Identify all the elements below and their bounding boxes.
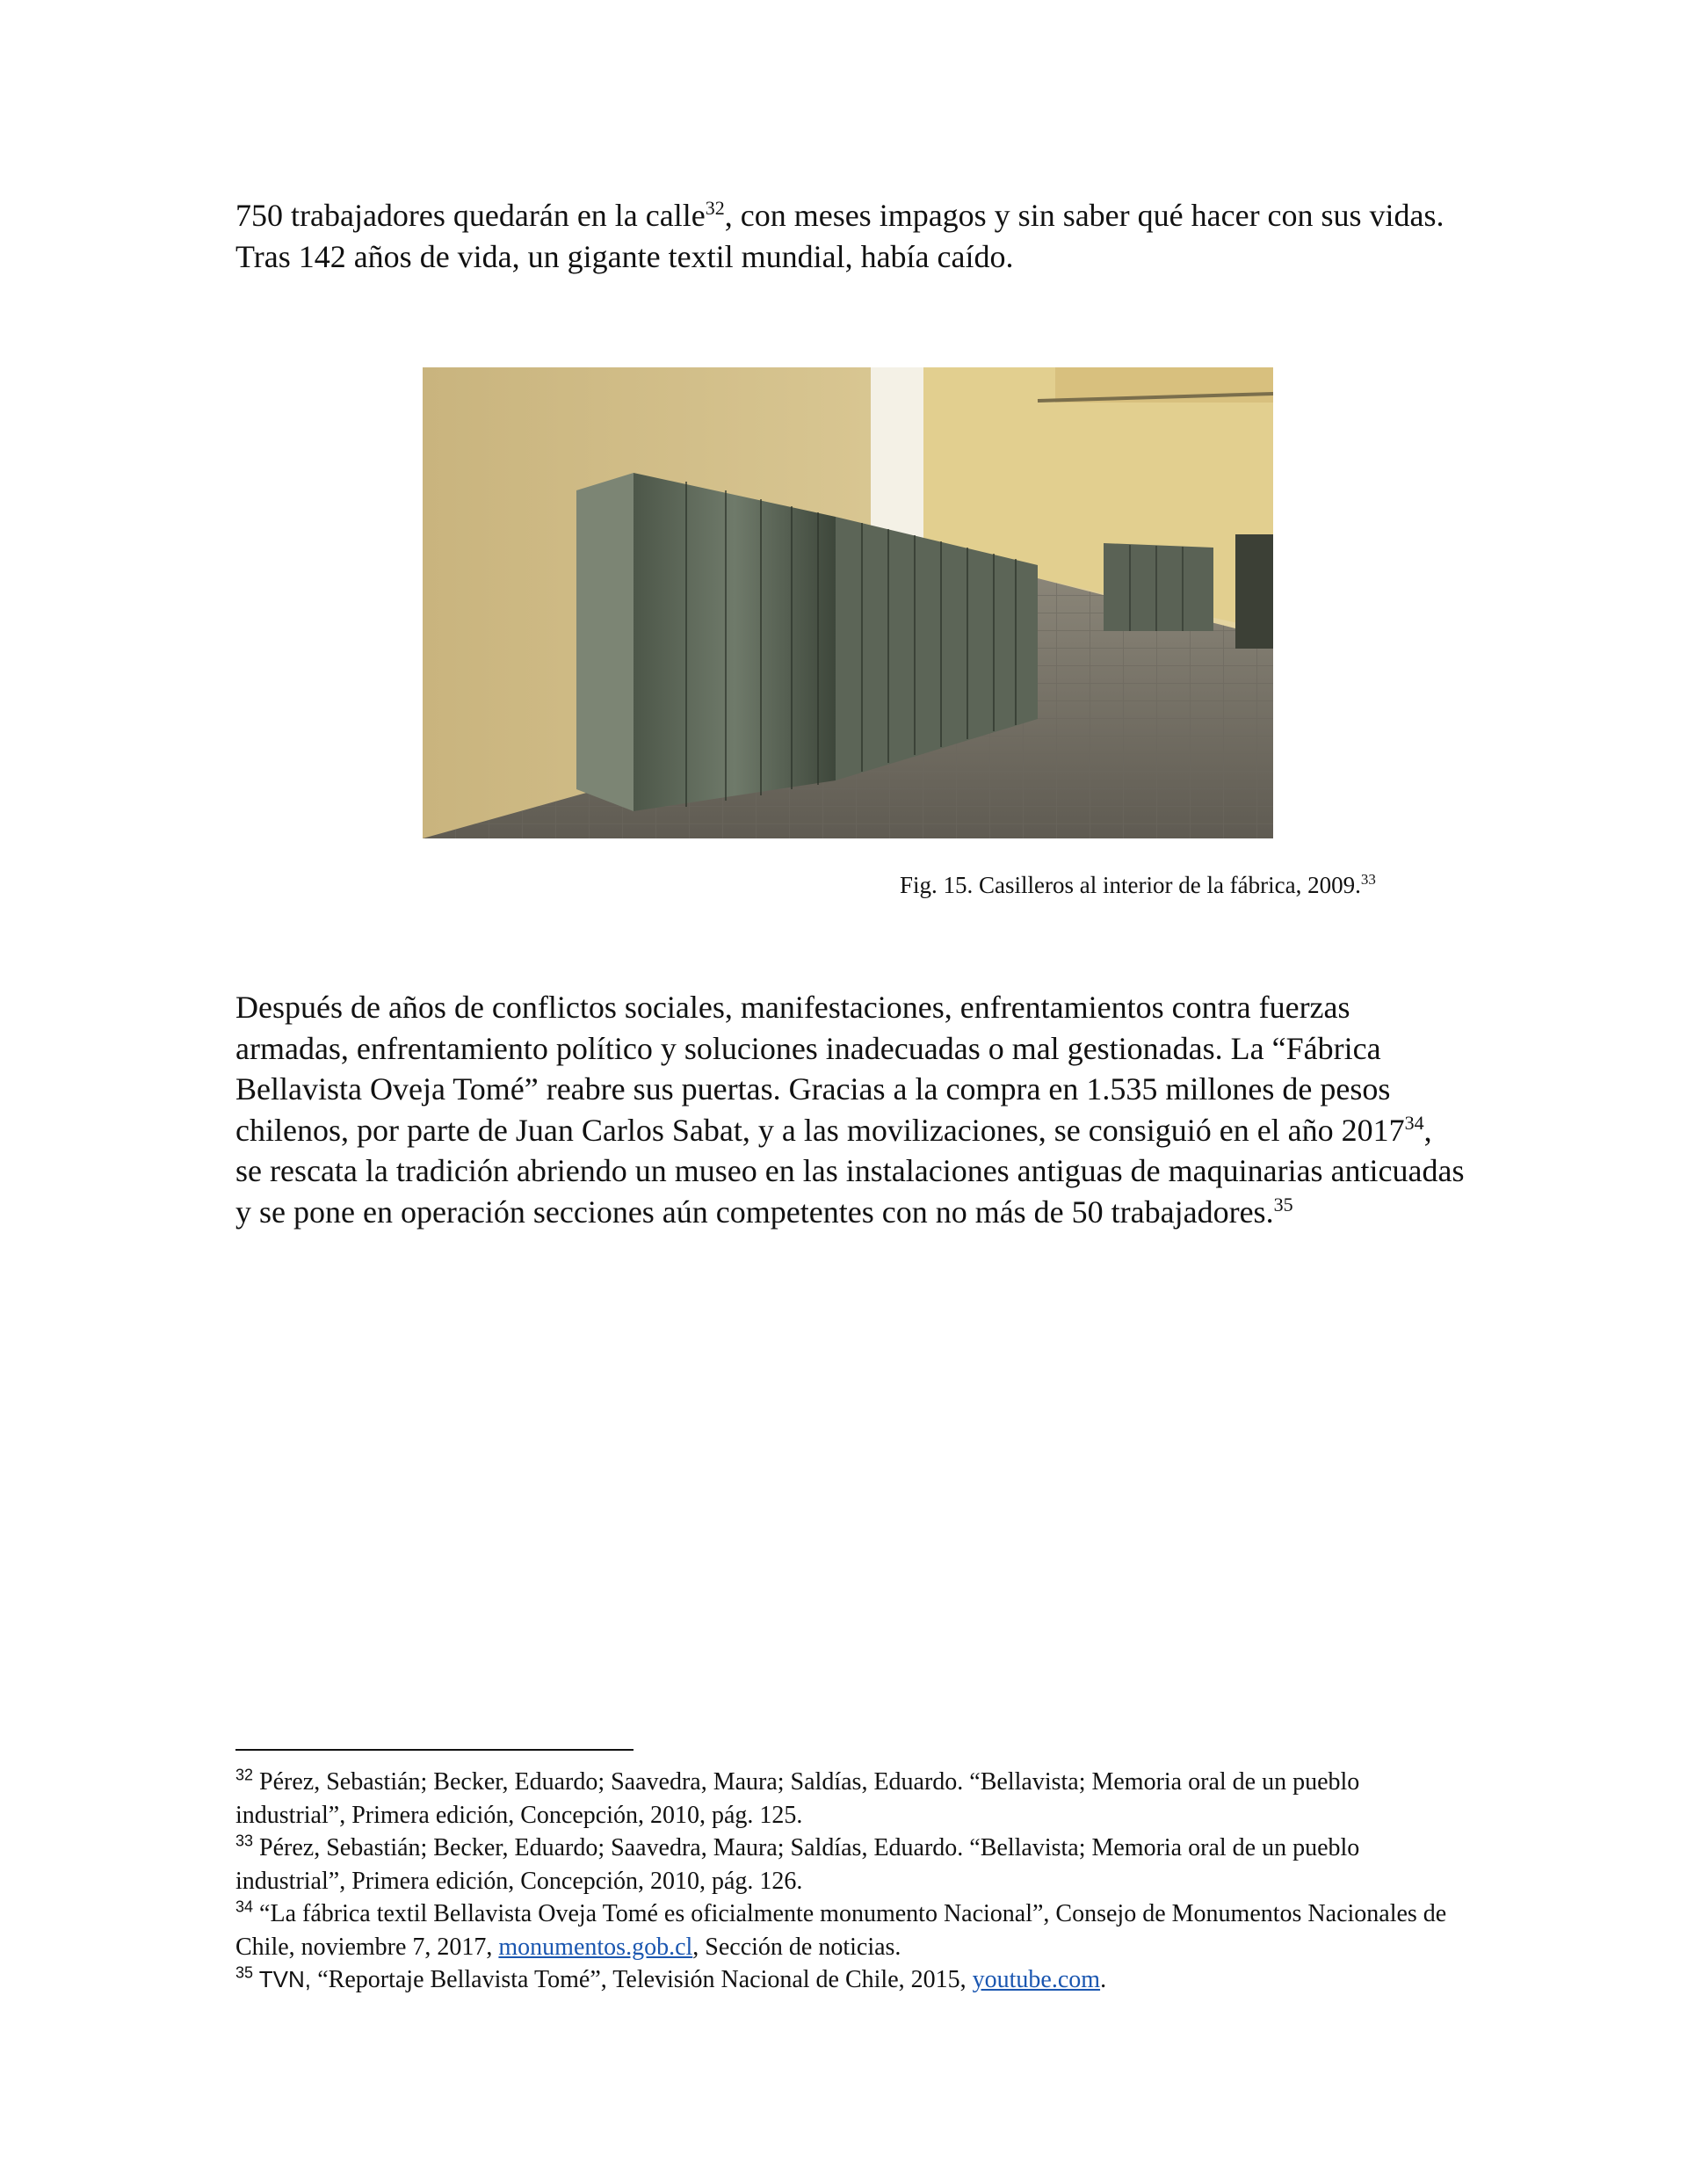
footnotes-section — [235, 1766, 1466, 1997]
lockers-illustration — [423, 367, 1273, 838]
footnote-ref-33[interactable]: 33 — [1360, 871, 1376, 888]
footnote-ref-35[interactable]: 35 — [1273, 1193, 1293, 1215]
body-paragraph-2 — [235, 987, 1466, 1232]
footnote-text: “La fábrica textil Bellavista Oveja Tomé es oficialmente monumento Nacional”, Consejo de Monumentos Nacionales de Chile, noviembre 7, 2017, — [235, 1900, 1447, 1961]
footnote-number: 32 — [235, 1766, 254, 1784]
figure-caption — [900, 870, 1462, 900]
paragraph-text: 750 trabajadores quedarán en la calle — [235, 198, 706, 233]
footnote-text: Pérez, Sebastián; Becker, Eduardo; Saavedra, Maura; Saldías, Eduardo. “Bellavista; Memoria oral de un pueblo industrial”, Primera edición, Concepción, 2010, pág. 126. — [235, 1834, 1360, 1895]
footnote-text: “Reportaje Bellavista Tomé”, Televisión Nacional de Chile, 2015, — [317, 1966, 973, 1993]
youtube-link[interactable]: youtube.com — [972, 1966, 1101, 1993]
footnote-text: Pérez, Sebastián; Becker, Eduardo; Saavedra, Maura; Saldías, Eduardo. “Bellavista; Memoria oral de un pueblo industrial”, Primera edición, Concepción, 2010, pág. 125. — [235, 1768, 1360, 1829]
footnote-text-after: , Sección de noticias. — [692, 1933, 901, 1961]
caption-text: Fig. 15. Casilleros al interior de la fábrica, 2009. — [900, 872, 1361, 898]
paragraph-text: , con meses impagos y sin saber qué hacer con sus vidas. Tras 142 años de vida, un gigante textil mundial, había caído. — [235, 198, 1444, 274]
footnote-number: 33 — [235, 1832, 254, 1850]
footnote-35 — [235, 1963, 1466, 1997]
body-paragraph-1 — [235, 195, 1466, 277]
footnote-number: 34 — [235, 1897, 254, 1916]
footnote-33 — [235, 1832, 1466, 1897]
footnote-ref-34[interactable]: 34 — [1404, 1111, 1424, 1134]
footnote-separator — [235, 1749, 634, 1751]
footnote-ref-32[interactable]: 32 — [705, 197, 725, 219]
paragraph-text: , se rescata la tradición abriendo un museo en las instalaciones antiguas de maquinarias anticuadas y se pone en operación secciones aún competentes con no más de 50 trabajadores. — [235, 1112, 1465, 1230]
figure-lockers-photo — [423, 367, 1273, 838]
footnote-text-sans: TVN, — [253, 1966, 318, 1992]
monumentos-link[interactable]: monumentos.gob.cl — [498, 1933, 693, 1961]
footnote-number: 35 — [235, 1963, 254, 1982]
footnote-32 — [235, 1766, 1466, 1832]
footnote-34 — [235, 1897, 1466, 1963]
paragraph-text: Después de años de conflictos sociales, manifestaciones, enfrentamientos contra fuerzas armadas, enfrentamiento político y soluciones inadecuadas o mal gestionadas. La “Fábrica Bellavista Oveja Tomé” reabre sus puertas. Gracias a la compra en 1.535 millones de pesos chilenos, por parte de Juan Carlos Sabat, y a las movilizaciones, se consiguió en el año 2017 — [235, 990, 1405, 1148]
footnote-text-after: . — [1100, 1966, 1107, 1993]
